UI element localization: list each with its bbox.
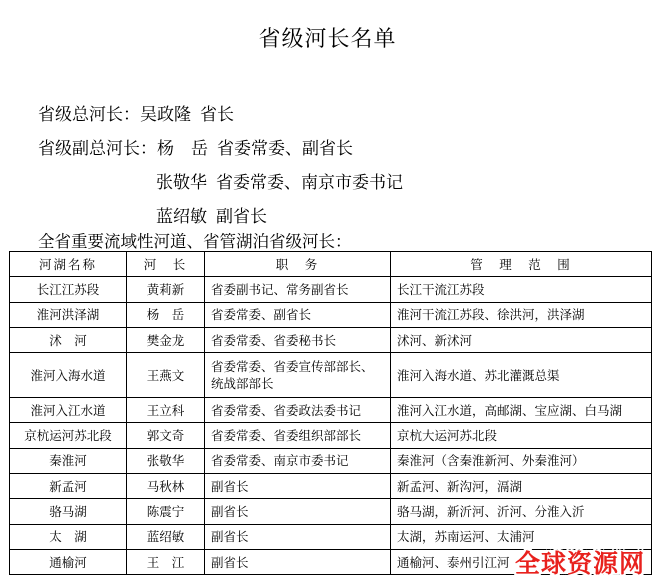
site-watermark: 全球资源网 xyxy=(514,549,645,578)
duty-text: 省委常委、南京市委书记 xyxy=(211,453,349,469)
duty-text: 省委副书记、常务副省长 xyxy=(211,281,349,297)
chief-name-cell: 马秋林 xyxy=(127,474,205,499)
river-name-cell: 沭 河 xyxy=(10,327,127,352)
chief-name-cell: 樊金龙 xyxy=(127,327,205,352)
page-title: 省级河长名单 xyxy=(258,27,397,52)
chief-label: 省级总河长： xyxy=(38,105,140,125)
river-name-cell: 新孟河 xyxy=(10,474,127,499)
section-heading: 全省重要流域性河道、省管湖泊省级河长： xyxy=(38,232,352,251)
deputy-label: 省级副总河长： xyxy=(38,139,157,159)
chief-name-cell: 郭文奇 xyxy=(127,423,205,448)
duty-text: 副省长 xyxy=(211,554,249,570)
scope-cell: 长江干流江苏段 xyxy=(391,277,652,302)
duty-text: 省委常委、省委宣传部部长、 xyxy=(211,359,374,375)
scope-cell: 沭河、新沭河 xyxy=(391,327,652,352)
chief-role: 省长 xyxy=(200,105,234,125)
duty-cell xyxy=(205,474,391,499)
duty-cell xyxy=(205,327,391,352)
chief-name-cell: 黄莉新 xyxy=(127,277,205,302)
river-name-cell: 淮河入江水道 xyxy=(10,398,127,423)
table-row xyxy=(10,277,652,302)
chief-name-cell: 蓝绍敏 xyxy=(127,524,205,549)
table-row xyxy=(10,398,652,423)
scope-cell: 淮河入海水道、苏北灌溉总渠 xyxy=(391,353,652,398)
deputy-line-3 xyxy=(156,202,267,227)
table-row xyxy=(10,423,652,448)
duty-text: 副省长 xyxy=(211,504,249,520)
chief-name-cell: 杨 岳 xyxy=(127,302,205,327)
deputy-name: 蓝绍敏 xyxy=(156,207,207,227)
duty-cell xyxy=(205,448,391,473)
deputy-name: 杨 岳 xyxy=(157,139,208,159)
duty-text: 省委常委、省委组织部部长 xyxy=(211,428,362,444)
river-name-cell: 骆马湖 xyxy=(10,499,127,524)
chief-line xyxy=(38,100,234,125)
deputy-line-1 xyxy=(38,134,353,159)
duty-text: 统战部部长 xyxy=(211,376,274,392)
deputy-name: 张敬华 xyxy=(156,173,207,193)
deputy-role: 副省长 xyxy=(216,207,267,227)
scope-cell: 秦淮河（含秦淮新河、外秦淮河） xyxy=(391,448,652,473)
header-chief: 河 长 xyxy=(127,252,205,277)
duty-cell xyxy=(205,499,391,524)
river-name-cell: 太 湖 xyxy=(10,524,127,549)
river-name-cell: 淮河入海水道 xyxy=(10,353,127,398)
river-name-cell: 淮河洪泽湖 xyxy=(10,302,127,327)
river-name-cell: 京杭运河苏北段 xyxy=(10,423,127,448)
deputy-role: 省委常委、副省长 xyxy=(217,139,353,159)
deputy-line-2 xyxy=(156,168,403,193)
river-name-cell: 通榆河 xyxy=(10,549,127,574)
scope-cell: 京杭大运河苏北段 xyxy=(391,423,652,448)
scope-cell: 淮河入江水道，高邮湖、宝应湖、白马湖 xyxy=(391,398,652,423)
duty-text: 副省长 xyxy=(211,529,249,545)
duty-text: 省委常委、副省长 xyxy=(211,307,312,323)
table-row xyxy=(10,302,652,327)
duty-cell xyxy=(205,423,391,448)
chief-name: 吴政隆 xyxy=(140,105,191,125)
chief-name-cell: 张敬华 xyxy=(127,448,205,473)
river-name-cell: 秦淮河 xyxy=(10,448,127,473)
duty-text: 省委常委、省委政法委书记 xyxy=(211,402,362,418)
table-row xyxy=(10,353,652,398)
scope-cell: 骆马湖，新沂河、沂河、分淮入沂 xyxy=(391,499,652,524)
chief-name-cell: 陈震宁 xyxy=(127,499,205,524)
table-row xyxy=(10,474,652,499)
duty-cell xyxy=(205,524,391,549)
header-river-name: 河湖名称 xyxy=(10,252,127,277)
duty-cell xyxy=(205,302,391,327)
header-duty: 职 务 xyxy=(205,252,391,277)
chief-name-cell: 王燕文 xyxy=(127,353,205,398)
scope-cell: 通榆河、泰州引江河 xyxy=(391,549,652,574)
duty-text: 省委常委、省委秘书长 xyxy=(211,332,337,348)
table-header-row xyxy=(10,252,652,277)
chief-name-cell: 王立科 xyxy=(127,398,205,423)
duty-cell xyxy=(205,398,391,423)
duty-cell xyxy=(205,549,391,574)
table-row xyxy=(10,499,652,524)
scope-cell: 太湖，苏南运河、太浦河 xyxy=(391,524,652,549)
scope-cell: 淮河干流江苏段、徐洪河，洪泽湖 xyxy=(391,302,652,327)
header-scope: 管 理 范 围 xyxy=(391,252,652,277)
duty-text: 副省长 xyxy=(211,478,249,494)
deputy-role: 省委常委、南京市委书记 xyxy=(216,173,403,193)
duty-cell xyxy=(205,353,391,398)
table-row xyxy=(10,327,652,352)
duty-cell xyxy=(205,277,391,302)
river-chief-table xyxy=(9,251,652,575)
river-name-cell: 长江江苏段 xyxy=(10,277,127,302)
table-row xyxy=(10,448,652,473)
scope-cell: 新孟河、新沟河，滆湖 xyxy=(391,474,652,499)
chief-name-cell: 王 江 xyxy=(127,549,205,574)
